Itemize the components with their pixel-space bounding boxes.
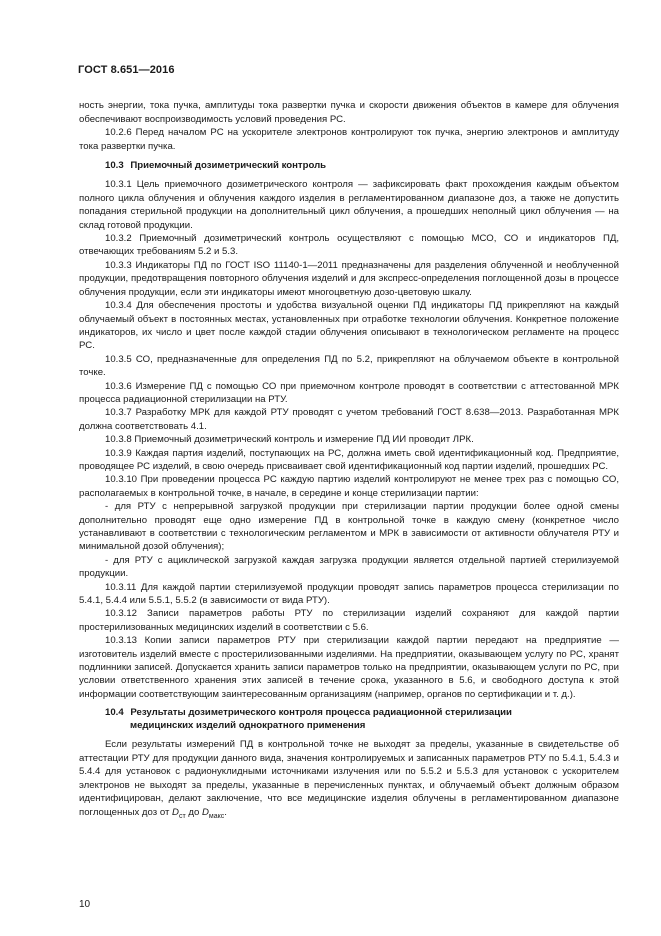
page-number: 10 (79, 899, 91, 910)
list-item-acyclic-loading: - для РТУ с ациклической загрузкой каждая загрузка продукции является отдельной партией стерилизуемой продукции. (79, 554, 619, 580)
list-item-continuous-loading: - для РТУ с непрерывной загрузкой продукции при стерилизации партии продукции более одной смены дополнительно проводят еще одно измерение ПД в контрольной точке в каждую смену (конкретное число устанавливают в соответствии с технологическим регламентом и МРК в зависимости от активности облучателя РТУ и минимальной дозой облучения); (79, 501, 619, 553)
paragraph-10-3-4: 10.3.4 Для обеспечения простоты и удобства визуальной оценки ПД индикаторы ПД прикрепляют на каждый облучаемый объект в постоянных местах, установленных при отработке технологии облучения. Конкретное положение индикаторов, их число и цвет после каждой стадии облучения описывают в технологическом регламенте на процесс РС. (79, 300, 619, 352)
paragraph-10-3-3: 10.3.3 Индикаторы ПД по ГОСТ ISO 11140-1—2011 предназначены для разделения облученной и необлученной продукции, предотвращения повторного облучения изделий и для экспресс-определения поглощенной дозы в процессе облучения продукции, если эти индикаторы имеют многоцветную дозо-цветовую шкалу. (79, 259, 619, 298)
paragraph-10-3-7: 10.3.7 Разработку МРК для каждой РТУ проводят с учетом требований ГОСТ 8.638—2013. Разработанная МРК должна соответствовать 4.1. (79, 407, 619, 432)
section-number: 10.4 (105, 707, 124, 719)
paragraph-10-3-13: 10.3.13 Копии записи параметров РТУ при стерилизации каждой партии передают на предприятие — изготовитель изделий вместе с простерилизованными изделиями. На предприятии, оказывающем услугу по РС, хранят подлинники записей. Допускается хранить записи параметров только на предприятии, оказывающем услуги по РС, при условии ответственного хранения этих записей в течение срока, указанного в 5.6, и свободного доступа к этой информации соответствующим заинтересованным организациям (например, органов по сертификации и т. д.). (79, 635, 619, 700)
paragraph-10-3-12: 10.3.12 Записи параметров работы РТУ по стерилизации изделий сохраняют для каждой партии простерилизованных медицинских изделий в соответствии с 5.6. (79, 608, 619, 633)
dose-symbol-max: D (201, 806, 209, 818)
document-page (79, 64, 619, 823)
paragraph-10-4-connector: до (188, 806, 200, 818)
section-title-line2: медицинских изделий однократного применения (130, 719, 366, 731)
dose-subscript-max: макс (208, 812, 225, 820)
paragraph-10-3-6: 10.3.6 Измерение ПД с помощью СО при приемочном контроле проводят в соответствии с аттестованной МРК процесса радиационной стерилизации на РТУ. (79, 380, 619, 405)
paragraph-10-2-6: 10.2.6 Перед началом РС на ускорителе электронов контролируют ток пучка, энергию электронов и амплитуду тока развертки пучка. (79, 127, 619, 152)
dose-symbol-min: D (172, 806, 179, 818)
page-header: ГОСТ 8.651—2016 (78, 64, 175, 76)
paragraph-intro: ность энергии, тока пучка, амплитуды тока развертки пучка и скорости движения объектов в камере для облучения обеспечивают воспроизводимость условий проведения РС. (79, 100, 619, 125)
section-heading-10-3 (79, 159, 619, 172)
paragraph-10-3-2: 10.3.2 Приемочный дозиметрический контроль осуществляют с помощью МСО, СО и индикаторов ПД, отвечающих требованиям 5.2 и 5.3. (79, 233, 619, 258)
paragraph-10-3-10: 10.3.10 При проведении процесса РС каждую партию изделий контролируют не менее трех раз с помощью СО, располагаемых в контрольной точке, в начале, в середине и конце стерилизации партии: (79, 474, 619, 499)
dose-subscript-min: ст (178, 812, 186, 820)
paragraph-10-3-11: 10.3.11 Для каждой партии стерилизуемой продукции проводят запись параметров процесса стерилизации по 5.4.1, 5.4.4 или 5.5.1, 5.5.2 (в зависимости от вида РТУ). (79, 581, 619, 607)
paragraph-10-4-end: . (224, 806, 227, 818)
section-title-line1: Результаты дозиметрического контроля процесса радиационной стерилизации (130, 707, 512, 719)
section-title: Приемочный дозиметрический контроль (130, 160, 327, 172)
section-heading-10-4 (79, 707, 619, 732)
paragraph-10-4-text: Если результаты измерений ПД в контрольной точке не выходят за пределы, указанные в свидетельстве об аттестации РТУ для продукции данного вида, значения контролируемых и записанных параметров РТУ по 5.4.1, 5.4.3 и 5.4.4 для установок с радионуклидными источниками излучения или по 5.5.2 и 5.5.3 для установок с ускорителем электронов не выходят за пределы, указанные в перечисленных пунктах, и облучаемый объект должным образом идентифицирован, делают заключение, что все медицинские изделия облучены в регламентированном диапазоне поглощенных доз от (79, 739, 619, 818)
section-number: 10.3 (105, 160, 124, 172)
paragraph-10-3-9: 10.3.9 Каждая партия изделий, поступающих на РС, должна иметь свой идентификационный код. Предприятие, проводящее РС изделий, в свою очередь присваивает свой идентификационный код партии изделий, прошедших РС. (79, 447, 619, 472)
paragraph-10-3-5: 10.3.5 СО, предназначенные для определения ПД по 5.2, прикрепляют на облучаемом объекте в контрольной точке. (79, 353, 619, 379)
paragraph-10-3-1: 10.3.1 Цель приемочного дозиметрического контроля — зафиксировать факт прохождения каждым объектом полного цикла облучения и облучения каждого изделия в регламентированном диапазоне доз, а также не допустить попадания стерильной продукции на дополнительный цикл облучения, а прошедших неполный цикл облучения — на склад готовой продукции. (79, 179, 619, 231)
paragraph-10-3-8: 10.3.8 Приемочный дозиметрический контроль и измерение ПД ИИ проводит ЛРК. (105, 434, 474, 446)
paragraph-10-4 (79, 738, 619, 822)
